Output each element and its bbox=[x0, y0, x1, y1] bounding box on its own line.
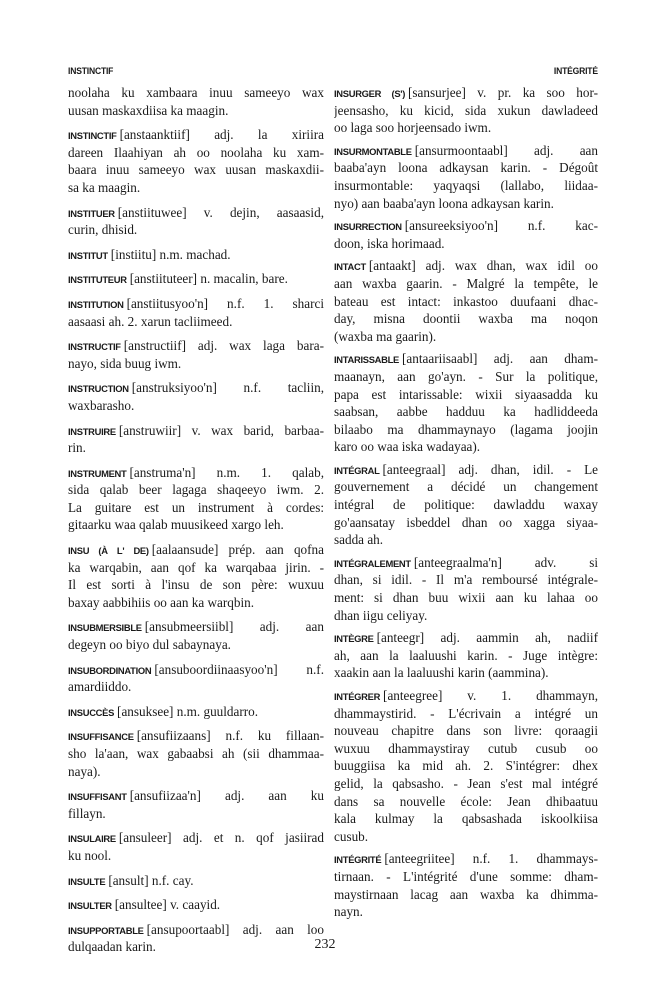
entry-line bbox=[334, 257, 598, 275]
headword: INSTITUTEUR bbox=[68, 274, 127, 286]
definition-continuation: bateau est intact: inkastoo duufaani dhac- bbox=[334, 293, 598, 309]
definition-continuation: gitaarku waa qalab muusikeed xargo leh. bbox=[68, 517, 284, 533]
definition-text: [ansufiizaa'n] adj. aan ku bbox=[129, 788, 324, 804]
definition-text: [anstruma'n] n.m. 1. qalab, bbox=[129, 464, 324, 480]
entry-line bbox=[68, 337, 324, 355]
definition-text: [antaakt] adj. wax dhan, wax idil oo bbox=[368, 258, 598, 274]
headword: INSUBORDINATION bbox=[68, 664, 152, 676]
definition-text: [antaariisaabl] adj. aan dham- bbox=[401, 351, 598, 367]
left-column bbox=[68, 84, 324, 963]
definition-continuation: doon, iska horimaad. bbox=[334, 235, 445, 251]
definition-continuation: maystirnaan lacag aan waxba ka dhimma- bbox=[334, 886, 598, 902]
entry-line bbox=[68, 379, 324, 397]
definition-continuation: insurmontable: yaqyaqsi (lallabo, liidaa- bbox=[334, 177, 598, 193]
definition-continuation: ment: si dhan buu wixii aan ku lahaa oo bbox=[334, 590, 598, 606]
dictionary-entry bbox=[68, 661, 324, 696]
definition-continuation: baxay aabbihiis oo aan ka warqbin. bbox=[68, 594, 255, 610]
definition-continuation: dulqaadan karin. bbox=[68, 939, 156, 955]
entry-line bbox=[68, 541, 324, 559]
definition-text: [ansupoortaabl] adj. aan loo bbox=[146, 921, 324, 937]
definition-continuation: nayn. bbox=[334, 904, 363, 920]
definition-continuation: gelid, la qabsasho. - Jean s'est mal intégré bbox=[334, 775, 598, 791]
entry-line bbox=[68, 355, 324, 373]
definition-continuation: cusub. bbox=[334, 828, 369, 844]
headword: INTARISSABLE bbox=[334, 354, 399, 366]
dictionary-entry bbox=[334, 142, 598, 212]
entry-line bbox=[68, 618, 324, 636]
definition-text: [aalaansude] prép. aan qofna bbox=[151, 542, 324, 558]
entry-line bbox=[334, 421, 598, 439]
entry-line bbox=[68, 161, 324, 179]
definition-continuation: sadda ah. bbox=[334, 532, 384, 548]
entry-line bbox=[334, 903, 598, 921]
headword: INSU (À L' DE) bbox=[68, 545, 149, 557]
definition-text: [ansuleer] adj. et n. qof jasiirad bbox=[118, 830, 324, 846]
entry-line bbox=[68, 221, 324, 239]
definition-text: [anteegree] v. 1. dhammayn, bbox=[383, 688, 598, 703]
dictionary-entry bbox=[68, 829, 324, 864]
dictionary-entry bbox=[334, 554, 598, 624]
entry-line bbox=[334, 275, 598, 293]
entry-line bbox=[68, 678, 324, 696]
dictionary-entry bbox=[68, 337, 324, 372]
dictionary-entry bbox=[68, 379, 324, 414]
definition-text: [ansurmoontaabl] adj. aan bbox=[414, 142, 598, 158]
definition-continuation: aan waxba gaarin. - Malgré la tempête, le bbox=[334, 275, 598, 291]
definition-continuation: day, misna doontii waxba ma noqon bbox=[334, 311, 598, 327]
definition-text: [anstiituwee] v. dejin, aasaasid, bbox=[117, 204, 324, 220]
definition-text: [anstruwiir] v. wax barid, barbaa- bbox=[118, 422, 324, 438]
entry-line bbox=[68, 805, 324, 823]
entry-line bbox=[334, 438, 598, 456]
definition-text: [anteegriitee] n.f. 1. dhammays- bbox=[384, 851, 598, 867]
entry-line bbox=[334, 310, 598, 328]
headword: INSUFFISANCE bbox=[68, 731, 134, 743]
definition-continuation: baara inuu sameeyo wax uusan maskaxdii- bbox=[68, 162, 324, 178]
dictionary-entry bbox=[334, 217, 598, 252]
entry-line bbox=[334, 629, 598, 647]
entry-line bbox=[68, 464, 324, 482]
definition-continuation: baaba'ayn loona adkaysan karin. - Dégoût bbox=[334, 160, 598, 176]
headword: INSTITUER bbox=[68, 207, 115, 219]
entry-line bbox=[334, 647, 598, 665]
entry-line bbox=[68, 270, 324, 288]
definition-continuation: kala kulmay la qabsashada iskoolkiisa bbox=[334, 811, 598, 827]
definition-text: [anteegr] adj. aammin ah, nadiif bbox=[376, 630, 598, 646]
definition-continuation: sho la'aan, wax gabaabsi ah (sii dhammaa- bbox=[68, 746, 324, 761]
entry-line bbox=[334, 554, 598, 572]
entry-line bbox=[334, 589, 598, 607]
entry-line bbox=[334, 159, 598, 177]
definition-continuation: nayo, sida buug iwm. bbox=[68, 355, 182, 371]
dictionary-entry bbox=[334, 687, 598, 845]
headword: INTÉGRITÉ bbox=[334, 854, 382, 866]
headword: INSTRUMENT bbox=[68, 467, 127, 479]
headword: INSURRECTION bbox=[334, 221, 402, 233]
definition-continuation: fillayn. bbox=[68, 805, 106, 821]
headword: INSUCCÈS bbox=[68, 706, 115, 718]
entry-line bbox=[334, 531, 598, 549]
entry-line bbox=[334, 293, 598, 311]
headword: INSTRUCTIF bbox=[68, 341, 121, 353]
entry-line bbox=[68, 787, 324, 805]
entry-line bbox=[68, 397, 324, 415]
definition-continuation: dhan iigu celiyay. bbox=[334, 607, 428, 623]
entry-line bbox=[68, 594, 324, 612]
headword: INSUPPORTABLE bbox=[68, 924, 144, 936]
dictionary-entry bbox=[334, 629, 598, 682]
headword: INTÉGRER bbox=[334, 691, 381, 702]
entry-line bbox=[68, 295, 324, 313]
entry-line bbox=[334, 664, 598, 682]
entry-line bbox=[68, 313, 324, 331]
entry-line bbox=[334, 368, 598, 386]
headword: INSULTER bbox=[68, 900, 112, 912]
definition-continuation: ka warqabin, aan qof ka warqabaa jirin. - bbox=[68, 559, 324, 575]
entry-line bbox=[68, 921, 324, 939]
definition-continuation: karo oo waa iska wadayaa). bbox=[334, 439, 481, 455]
definition-continuation: tirnaan. - L'intégrité d'une somme: dham- bbox=[334, 868, 598, 884]
definition-continuation: amardiiddo. bbox=[68, 679, 132, 695]
entry-line bbox=[68, 516, 324, 534]
entry-line bbox=[334, 328, 598, 346]
definition-text: [anteegraal] adj. dhan, idil. - Le bbox=[382, 461, 598, 477]
entry-line bbox=[68, 439, 324, 457]
entry-line bbox=[334, 386, 598, 404]
entry-line bbox=[68, 179, 324, 197]
definition-text: [sansurjee] v. pr. ka soo hor- bbox=[408, 85, 598, 100]
headword: INSURMONTABLE bbox=[334, 145, 412, 157]
entry-line bbox=[68, 422, 324, 440]
entry-line bbox=[334, 177, 598, 195]
definition-continuation: nouveau chapitre dans son livre: qoraagii bbox=[334, 723, 598, 739]
definition-continuation: gouvernement a décidé un changement bbox=[334, 479, 598, 495]
dictionary-entry bbox=[68, 422, 324, 457]
definition-continuation: jeensasho, ku kicid, sida xukun dawladeed bbox=[334, 102, 598, 118]
dictionary-entry bbox=[68, 295, 324, 330]
headword: INSTITUT bbox=[68, 249, 108, 261]
dictionary-entry bbox=[68, 541, 324, 611]
right-column bbox=[334, 84, 598, 926]
entry-line bbox=[334, 740, 598, 758]
entry-line bbox=[68, 727, 324, 745]
entry-line bbox=[68, 745, 324, 763]
entry-line bbox=[334, 461, 598, 479]
dictionary-entry bbox=[68, 126, 324, 196]
entry-line bbox=[334, 722, 598, 740]
definition-text: [ansuboordiinaasyoo'n] n.f. bbox=[154, 661, 324, 677]
entry-line bbox=[334, 496, 598, 514]
dictionary-entry bbox=[68, 204, 324, 239]
definition-text: [anstiitusyoo'n] n.f. 1. sharci bbox=[126, 295, 324, 311]
entry-line bbox=[334, 84, 598, 102]
entry-line bbox=[68, 84, 324, 102]
definition-continuation: go'aansatay isbeddel dhan oo xagga siyaa- bbox=[334, 514, 598, 530]
entry-line bbox=[334, 478, 598, 496]
definition-text: [anstiituteer] n. macalin, bare. bbox=[129, 271, 288, 287]
entry-line bbox=[334, 705, 598, 723]
definition-continuation: dhammaystirid. - L'écrivain a intégré un bbox=[334, 705, 598, 721]
entry-line bbox=[334, 757, 598, 775]
headword: INTÉGRALEMENT bbox=[334, 557, 411, 569]
definition-continuation: bilaabo ma dhammaynayo (lagama joojin bbox=[334, 421, 598, 437]
definition-text: [ansufiizaans] n.f. ku fillaan- bbox=[136, 728, 324, 744]
definition-continuation: Il est sorti à l'insu de son père: wuxuu bbox=[68, 577, 324, 593]
headword: INSTINCTIF bbox=[68, 130, 117, 142]
entry-line bbox=[334, 217, 598, 235]
headword: INSURGER (S') bbox=[334, 88, 406, 99]
dictionary-entry bbox=[68, 618, 324, 653]
definition-text: [anstructiif] adj. wax laga bara- bbox=[123, 338, 324, 354]
dictionary-entry bbox=[334, 461, 598, 549]
definition-continuation: maanayn, aan go'ayn. - Sur la politique, bbox=[334, 368, 598, 384]
definition-continuation: waxbarasho. bbox=[68, 397, 135, 413]
headword: INTÈGRE bbox=[334, 633, 374, 645]
entry-line bbox=[68, 829, 324, 847]
entry-line bbox=[334, 886, 598, 904]
dictionary-entry bbox=[68, 872, 324, 890]
entry-line bbox=[334, 119, 598, 137]
entry-line bbox=[334, 775, 598, 793]
entry-line bbox=[68, 847, 324, 865]
page-number: 232 bbox=[314, 937, 336, 952]
entry-line bbox=[68, 636, 324, 654]
dictionary-entry bbox=[334, 257, 598, 345]
entry-line bbox=[68, 763, 324, 781]
dictionary-entry bbox=[68, 727, 324, 780]
entry-line bbox=[334, 142, 598, 160]
definition-continuation: dhan, si idil. - Il m'a remboursé intégrale- bbox=[334, 572, 598, 588]
definition-continuation: naya). bbox=[68, 763, 101, 779]
entry-line bbox=[68, 896, 324, 914]
headword: INSUFFISANT bbox=[68, 791, 127, 803]
definition-continuation: sa ka maagin. bbox=[68, 179, 141, 195]
definition-continuation: ah, aan la laaluushi karin. - Juge intègre: bbox=[334, 647, 598, 663]
definition-text: [ansureeksiyoo'n] n.f. kac- bbox=[404, 218, 598, 234]
headword: INSUBMERSIBLE bbox=[68, 622, 142, 634]
entry-line bbox=[68, 204, 324, 222]
headword: INTÉGRAL bbox=[334, 464, 380, 476]
definition-continuation: degeyn oo biyo dul sabaynaya. bbox=[68, 637, 231, 653]
definition-continuation: curin, dhisid. bbox=[68, 222, 138, 238]
entry-line bbox=[68, 144, 324, 162]
entry-line bbox=[334, 793, 598, 811]
entry-line bbox=[334, 235, 598, 253]
entry-line bbox=[68, 703, 324, 721]
dictionary-entry bbox=[334, 84, 598, 137]
definition-text: [instiitu] n.m. machad. bbox=[110, 246, 231, 262]
entry-line bbox=[334, 810, 598, 828]
definition-text: [anstruksiyoo'n] n.f. tacliin, bbox=[131, 380, 324, 396]
dictionary-entry bbox=[68, 464, 324, 534]
entry-line bbox=[334, 828, 598, 846]
definition-continuation: dans sa nouvelle école: Jean dhibaatuu bbox=[334, 793, 598, 809]
headword: INSTRUIRE bbox=[68, 425, 116, 437]
dictionary-entry bbox=[334, 850, 598, 920]
entry-line bbox=[334, 195, 598, 213]
definition-continuation: (waxba ma gaarin). bbox=[334, 328, 437, 344]
entry-line bbox=[334, 868, 598, 886]
entry-line bbox=[68, 872, 324, 890]
entry-line bbox=[334, 514, 598, 532]
dictionary-entry bbox=[68, 896, 324, 914]
entry-line bbox=[334, 571, 598, 589]
entry-line bbox=[334, 102, 598, 120]
headword: INSULTE bbox=[68, 875, 106, 887]
definition-text: [ansubmeersiibl] adj. aan bbox=[144, 619, 324, 635]
definition-text: [ansult] n.f. cay. bbox=[108, 872, 194, 888]
dictionary-entry bbox=[68, 84, 324, 119]
dictionary-entry bbox=[68, 787, 324, 822]
definition-text: [ansultee] v. caayid. bbox=[114, 897, 221, 913]
definition-continuation: saabsan, aabbe hadduu ka hadliddeeda bbox=[334, 404, 598, 420]
entry-line bbox=[334, 403, 598, 421]
headword: INSTRUCTION bbox=[68, 383, 129, 395]
dictionary-entry bbox=[68, 270, 324, 288]
entry-line bbox=[68, 576, 324, 594]
definition-continuation: rin. bbox=[68, 440, 86, 456]
entry-line bbox=[68, 661, 324, 679]
running-head-right: INTÉGRITÉ bbox=[554, 66, 598, 77]
entry-line bbox=[68, 102, 324, 120]
definition-continuation: uusan maskaxdiisa ka maagin. bbox=[68, 102, 229, 118]
entry-line bbox=[334, 350, 598, 368]
definition-continuation: wuxuu dhammaystiray cutub cusub oo bbox=[334, 740, 598, 756]
headword: INTACT bbox=[334, 261, 366, 273]
entry-line bbox=[68, 126, 324, 144]
definition-continuation: ku nool. bbox=[68, 847, 112, 863]
dictionary-entry bbox=[68, 703, 324, 721]
definition-continuation: nyo) aan baaba'ayn loona adkaysan karin. bbox=[334, 195, 554, 211]
entry-line bbox=[68, 559, 324, 577]
running-head-left: INSTINCTIF bbox=[68, 66, 114, 77]
definition-continuation: intégral de politique: dawladdu waxay bbox=[334, 497, 598, 513]
definition-continuation: papa est intarissable: wixii siyaasadda ku bbox=[334, 386, 598, 402]
definition-continuation: buuggiisa ka mid ah. 2. S'intégrer: dhex bbox=[334, 758, 598, 774]
entry-line bbox=[68, 499, 324, 517]
definition-continuation: sida qalab beer lagaga shaqeeyo iwm. 2. bbox=[68, 482, 324, 498]
definition-continuation: oo laga soo horjeensado iwm. bbox=[334, 120, 492, 136]
dictionary-entry bbox=[334, 350, 598, 456]
definition-continuation: La guitare est un instrument à cordes: bbox=[68, 499, 324, 515]
dictionary-entry bbox=[68, 246, 324, 264]
definition-text: [ansuksee] n.m. guuldarro. bbox=[117, 703, 259, 719]
headword: INSTITUTION bbox=[68, 298, 124, 310]
entry-line bbox=[334, 850, 598, 868]
entry-line bbox=[334, 607, 598, 625]
definition-text: [anstaanktiif] adj. la xiriira bbox=[119, 127, 324, 143]
headword: INSULAIRE bbox=[68, 833, 116, 845]
definition-text: noolaha ku xambaara inuu sameeyo wax bbox=[68, 85, 324, 100]
entry-line bbox=[334, 687, 598, 705]
definition-text: [anteegraalma'n] adv. si bbox=[413, 554, 598, 570]
definition-continuation: aasaasi ah. 2. xarun tacliimeed. bbox=[68, 313, 233, 329]
definition-continuation: xaakin aan la laaluushi karin (aammina). bbox=[334, 665, 549, 681]
entry-line bbox=[68, 246, 324, 264]
definition-continuation: dareen Ilaahiyan ah oo noolaha ku xam- bbox=[68, 144, 324, 160]
entry-line bbox=[68, 481, 324, 499]
